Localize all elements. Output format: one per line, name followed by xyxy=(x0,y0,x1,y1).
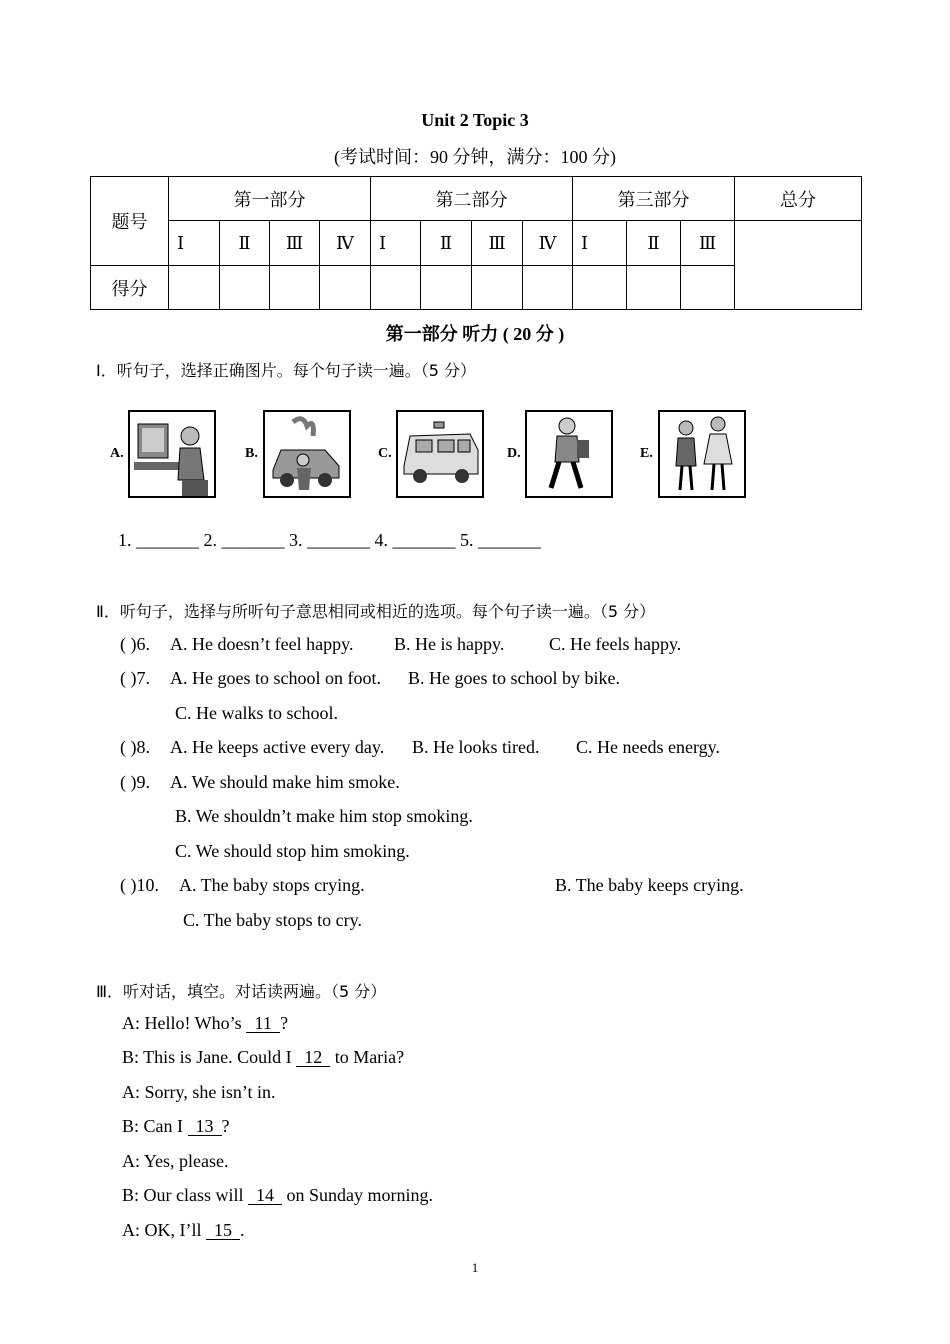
score-label: 得分 xyxy=(91,266,169,310)
dialogue-text: to Maria? xyxy=(330,1047,405,1067)
q9-option-b: B. We shouldn’t make him stop smoking. xyxy=(175,806,473,826)
q2-heading: Ⅱ．听句子，选择与所听句子意思相同或相近的选项。每个句子读一遍。（5 分） xyxy=(96,602,656,621)
dialogue-text: B: Our class will xyxy=(122,1185,248,1205)
q6-option-a: A. He doesn’t feel happy. xyxy=(170,634,354,654)
picture-c xyxy=(378,403,496,503)
part2-col: Ⅱ xyxy=(421,221,472,266)
score-cell[interactable] xyxy=(573,266,627,310)
q9-option-c: C. We should stop him smoking. xyxy=(175,841,410,861)
q6-option-b: B. He is happy. xyxy=(394,634,505,654)
part3-col: Ⅰ xyxy=(573,221,627,266)
exam-info: (考试时间：90 分钟，满分：100 分) xyxy=(334,147,616,167)
score-cell[interactable] xyxy=(169,266,220,310)
dialogue-text: A: Hello! Who’s xyxy=(122,1013,247,1033)
q10-option-a: A. The baby stops crying. xyxy=(179,875,365,895)
dialogue-text: ? xyxy=(280,1013,289,1033)
q10-option-b: B. The baby keeps crying. xyxy=(555,875,744,895)
picture-e xyxy=(640,403,758,503)
q7-option-a: A. He goes to school on foot. xyxy=(170,668,381,688)
q6-option-c: C. He feels happy. xyxy=(549,634,682,654)
picture-label: B. xyxy=(245,446,258,461)
dialogue-line xyxy=(122,1047,404,1068)
page-title: Unit 2 Topic 3 xyxy=(421,110,529,130)
dialogue-text: A: OK, I’ll xyxy=(122,1220,206,1240)
dialogue-text: B: This is Jane. Could I xyxy=(122,1047,297,1067)
part3-col: Ⅲ xyxy=(681,221,735,266)
blank-14[interactable]: 14 xyxy=(248,1186,282,1205)
picture-row xyxy=(110,403,760,503)
section-1-title: 第一部分 听力 ( 20 分 ) xyxy=(385,324,565,344)
q8-option-b: B. He looks tired. xyxy=(412,737,540,757)
part1-col: Ⅱ xyxy=(220,221,270,266)
part1-col: Ⅲ xyxy=(270,221,320,266)
q10-option-c: C. The baby stops to cry. xyxy=(183,910,362,930)
blank-11[interactable]: 11 xyxy=(246,1014,280,1033)
blank-12[interactable]: 12 xyxy=(296,1048,330,1067)
dialogue-text: . xyxy=(240,1220,245,1240)
part-3-header: 第三部分 xyxy=(573,177,735,221)
q8-number[interactable]: ( )8. xyxy=(120,737,150,757)
picture-label: D. xyxy=(507,446,521,461)
dialogue-text: ? xyxy=(221,1116,230,1136)
q9-option-a: A. We should make him smoke. xyxy=(170,772,400,792)
picture-a xyxy=(110,403,228,503)
score-cell[interactable] xyxy=(627,266,681,310)
dialogue-text: on Sunday morning. xyxy=(282,1185,433,1205)
picture-label: C. xyxy=(378,446,392,461)
student-walking-icon xyxy=(525,410,613,498)
score-cell[interactable] xyxy=(472,266,523,310)
q9-number[interactable]: ( )9. xyxy=(120,772,150,792)
dialogue-text: B: Can I xyxy=(122,1116,188,1136)
dialogue-line xyxy=(122,1220,245,1241)
part1-col: Ⅰ xyxy=(169,221,220,266)
score-cell[interactable] xyxy=(421,266,472,310)
dialogue-line xyxy=(122,1013,288,1034)
q7-number[interactable]: ( )7. xyxy=(120,668,150,688)
dialogue-line xyxy=(122,1151,229,1172)
part2-col: Ⅳ xyxy=(523,221,573,266)
total-header: 总分 xyxy=(735,177,862,221)
blank-15[interactable]: 15 xyxy=(206,1221,240,1240)
picture-label: E. xyxy=(640,446,653,461)
q10-number[interactable]: ( )10. xyxy=(120,875,159,895)
dialogue-line xyxy=(122,1185,433,1206)
page-number: 1 xyxy=(471,1260,479,1275)
dialogue-line xyxy=(122,1082,276,1103)
dialogue-text: A: Sorry, she isn’t in. xyxy=(122,1082,276,1102)
part3-col: Ⅱ xyxy=(627,221,681,266)
part-2-header: 第二部分 xyxy=(371,177,573,221)
score-table xyxy=(90,176,862,310)
total-score-cell[interactable] xyxy=(735,221,862,310)
score-cell[interactable] xyxy=(523,266,573,310)
q6-number[interactable]: ( )6. xyxy=(120,634,150,654)
q1-heading: Ⅰ．听句子，选择正确图片。每个句子读一遍。（5 分） xyxy=(96,361,476,380)
part2-col: Ⅰ xyxy=(371,221,421,266)
q1-answer-blanks[interactable]: 1. _______ 2. _______ 3. _______ 4. _______ 5. _______ xyxy=(118,530,541,550)
car-accident-icon xyxy=(263,410,351,498)
part2-col: Ⅲ xyxy=(472,221,523,266)
picture-label: A. xyxy=(110,446,124,461)
score-cell[interactable] xyxy=(371,266,421,310)
dialogue-text: A: Yes, please. xyxy=(122,1151,229,1171)
q8-option-c: C. He needs energy. xyxy=(576,737,720,757)
blank-13[interactable]: 13 xyxy=(188,1117,222,1136)
q3-heading: Ⅲ．听对话，填空。对话读两遍。（5 分） xyxy=(96,982,387,1001)
dialogue-line xyxy=(122,1116,230,1137)
score-cell[interactable] xyxy=(681,266,735,310)
q7-option-b: B. He goes to school by bike. xyxy=(408,668,620,688)
score-cell[interactable] xyxy=(220,266,270,310)
question-number-label: 题号 xyxy=(91,177,169,266)
ambulance-icon xyxy=(396,410,484,498)
part1-col: Ⅳ xyxy=(320,221,371,266)
picture-b xyxy=(245,403,363,503)
two-girls-talking-icon xyxy=(658,410,746,498)
part-1-header: 第一部分 xyxy=(169,177,371,221)
score-cell[interactable] xyxy=(270,266,320,310)
score-cell[interactable] xyxy=(320,266,371,310)
computer-user-icon xyxy=(128,410,216,498)
q8-option-a: A. He keeps active every day. xyxy=(170,737,385,757)
q7-option-c: C. He walks to school. xyxy=(175,703,338,723)
picture-d xyxy=(507,403,625,503)
